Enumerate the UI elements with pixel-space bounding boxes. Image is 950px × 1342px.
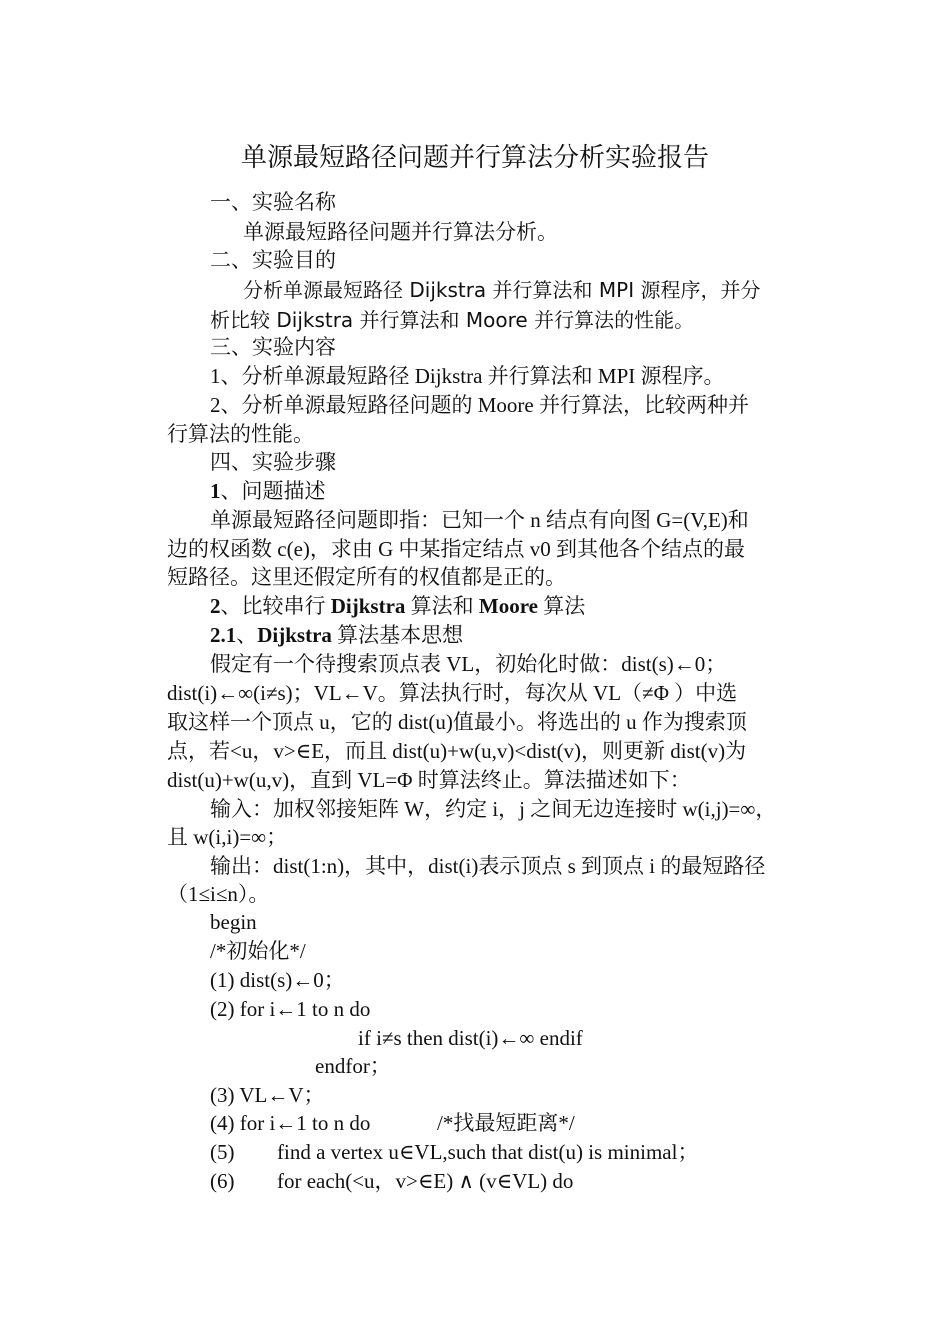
step-1-number: 1 [210, 479, 221, 503]
step-1-text-line3: 短路径。这里还假定所有的权值都是正的。 [167, 565, 566, 589]
code-line-4: (4) for i←1 to n do [210, 1111, 371, 1135]
section-3-item-2-line2: 行算法的性能。 [167, 422, 314, 446]
section-1-heading: 一、实验名称 [210, 190, 336, 214]
document-title: 单源最短路径问题并行算法分析实验报告 [240, 143, 709, 172]
section-2-text-line2: 析比较 Dijkstra 并行算法和 Moore 并行算法的性能。 [210, 308, 695, 332]
step-2-moore: Moore [478, 594, 539, 618]
section-3-item-1: 1、分析单源最短路径 Dijkstra 并行算法和 MPI 源程序。 [210, 364, 725, 388]
code-begin: begin [210, 910, 257, 934]
step-2-heading [210, 592, 585, 620]
step-2-1-dijkstra: Dijkstra [257, 623, 332, 647]
algo-text-line4: 点，若<u，v>∈E，而且 dist(u)+w(u,v)<dist(v)，则更新 dist(v)为 [167, 739, 747, 763]
step-1-title: 、问题描述 [220, 479, 326, 503]
code-line-2: (2) for i←1 to n do [210, 997, 371, 1021]
algo-text-line5: dist(u)+w(u,v)，直到 VL=Φ 时算法终止。算法描述如下： [167, 768, 691, 792]
code-line-1: (1) dist(s)←0； [210, 968, 345, 992]
step-1-text-line1: 单源最短路径问题即指：已知一个 n 结点有向图 G=(V,E)和 [210, 508, 749, 532]
algo-text-line3: 取这样一个顶点 u，它的 dist(u)值最小。将选出的 u 作为搜索顶 [167, 710, 747, 734]
step-2-number: 2 [210, 594, 221, 618]
step-2-1-number: 2.1 [210, 623, 237, 647]
step-1-text-line2: 边的权函数 c(e)，求由 G 中某指定结点 v0 到其他各个结点的最 [167, 537, 746, 561]
step-1-heading [210, 477, 326, 505]
code-line-3: (3) VL←V； [210, 1083, 325, 1107]
code-line-2-end: endfor； [315, 1054, 391, 1078]
section-2-heading: 二、实验目的 [210, 248, 336, 272]
input-line2: 且 w(i,i)=∞； [167, 825, 288, 849]
step-2-mid2: 算法和 [405, 594, 479, 618]
step-2-mid1: 、比较串行 [220, 594, 331, 618]
section-3-item-2-line1: 2、分析单源最短路径问题的 Moore 并行算法，比较两种并 [210, 393, 749, 417]
code-line-5-number: (5) [210, 1140, 235, 1164]
section-1-text: 单源最短路径问题并行算法分析。 [243, 220, 558, 244]
section-2-text-line1: 分析单源最短路径 Dijkstra 并行算法和 MPI 源程序，并分 [243, 278, 761, 302]
code-line-5: find a vertex u∈VL,such that dist(u) is minimal； [277, 1140, 699, 1164]
step-2-1-heading [210, 621, 463, 649]
section-4-heading: 四、实验步骤 [210, 450, 336, 474]
algo-text-line2: dist(i)←∞(i≠s)；VL←V。算法执行时，每次从 VL（≠Φ ）中选 [167, 681, 738, 705]
output-line2: （1≤i≤n）。 [167, 882, 270, 906]
step-2-1-title: 算法基本思想 [331, 623, 464, 647]
algo-text-line1: 假定有一个待搜索顶点表 VL，初始化时做：dist(s)←0； [210, 652, 727, 676]
step-2-end: 算法 [538, 594, 586, 618]
code-comment-init: /*初始化*/ [210, 939, 306, 963]
step-2-1-sep: 、 [236, 623, 258, 647]
code-line-6: for each(<u，v>∈E) ∧ (v∈VL) do [277, 1169, 574, 1193]
step-2-dijkstra: Dijkstra [330, 594, 406, 618]
code-line-6-number: (6) [210, 1169, 235, 1193]
code-line-2-inner: if i≠s then dist(i)←∞ endif [358, 1026, 583, 1050]
section-3-heading: 三、实验内容 [210, 335, 336, 359]
input-line1: 输入：加权邻接矩阵 W，约定 i，j 之间无边连接时 w(i,j)=∞， [210, 797, 777, 821]
code-comment-shortest: /*找最短距离*/ [437, 1111, 575, 1135]
output-line1: 输出：dist(1:n)，其中，dist(i)表示顶点 s 到顶点 i 的最短路径 [210, 854, 766, 878]
